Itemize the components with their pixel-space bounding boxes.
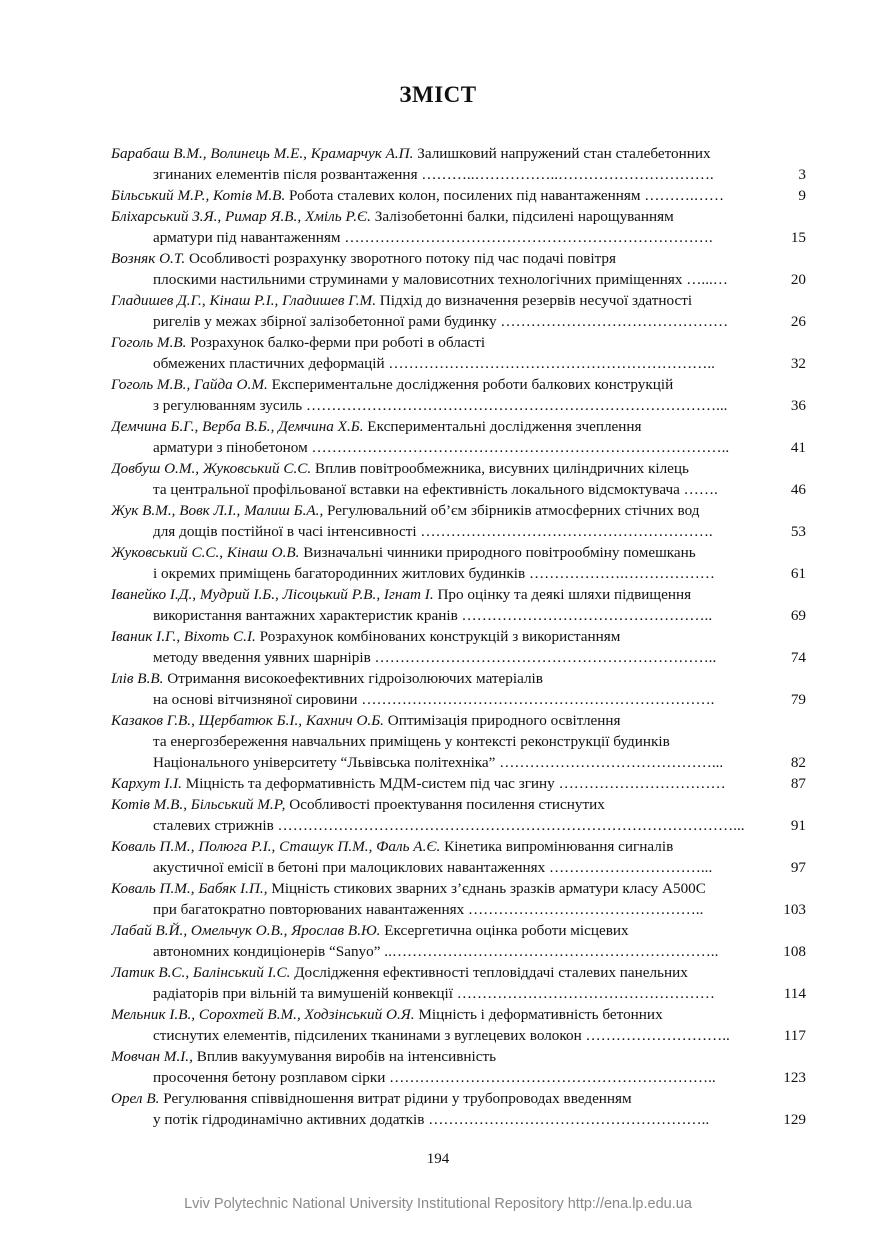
toc-entry [111,626,806,668]
toc-entry-title: та енергозбереження навчальних приміщень у контексті реконструкції будинків [153,733,670,750]
toc-entry [111,332,806,374]
toc-entry [111,248,806,290]
toc-entry-line [111,311,806,332]
toc-entry [111,185,806,206]
toc-entry-line [111,836,806,857]
toc-entry-line [111,584,806,605]
toc-entry-title: Про оцінку та деякі шляхи підвищення [437,586,692,603]
toc-entry-authors: Більський М.Р., Котів М.В. [111,187,286,204]
toc-entry-title: Експериментальне дослідження роботи балкових конструкцій [271,376,674,393]
toc-entry-title: методу введення уявних шарнірів ………………………………………………………….. [153,649,717,666]
toc-entry-title: Залізобетонні балки, підсилені нарощуванням [374,208,674,225]
toc-entry-line [111,479,806,500]
toc-entry-authors: Коваль П.М., Бабяк І.П., [111,880,268,897]
toc-entry-authors: Барабаш В.М., Волинець М.Е., Крамарчук А.П. [111,145,414,162]
toc-entry [111,500,806,542]
toc-entry [111,878,806,920]
toc-entry-authors: Мовчан М.І., [111,1048,193,1065]
toc-entry-line [111,227,806,248]
toc-entry [111,668,806,710]
toc-entry-line [111,1109,806,1130]
toc-entry-line [111,353,806,374]
toc-entry [111,1088,806,1130]
toc-entry-title: акустичної емісії в бетоні при малоциклових навантаженнях …………………………... [153,859,713,876]
toc-entry-line [111,269,806,290]
toc-entry [111,794,806,836]
toc-entry-title: стиснутих елементів, підсилених тканинами з вуглецевих волокон ……………………….. [153,1027,730,1044]
toc-entry-title: сталевих стрижнів ………………………………………………………………………………... [153,817,745,834]
toc-entry [111,143,806,185]
toc-entry-authors: Мельник І.В., Сорохтей В.М., Ходзінський О.Я. [111,1006,415,1023]
toc-entry-page: 87 [790,775,806,792]
toc-entry-title: Визначальні чинники природного повітрообміну помешкань [303,544,696,561]
toc-entry-line [111,1046,806,1067]
toc-entry-title: арматури під навантаженням ………………………………………………………………. [153,229,713,246]
toc-entry-line [111,710,806,731]
toc-entry-authors: Котів М.В., Більський М.Р, [111,796,286,813]
toc-entry-title: у потік гідродинамічно активних додатків ……………………………………………….. [153,1111,710,1128]
page-title: ЗМІСТ [399,82,477,107]
toc-entry-title: Регулювання співвідношення витрат рідини у трубопроводах введенням [163,1090,632,1107]
toc-entry-page: 61 [790,565,806,582]
toc-entry-authors: Гоголь М.В., Гайда О.М. [111,376,268,393]
toc-entry-title: для дощів постійної в часі інтенсивності …………………………………………………. [153,523,713,540]
toc-entry-line [111,899,806,920]
toc-entry-line [111,500,806,521]
toc-entry-page: 15 [790,229,806,246]
toc-entry-line [111,437,806,458]
toc-entry-authors: Гоголь М.В. [111,334,187,351]
toc-entry-line [111,416,806,437]
toc-entry-authors: Лабай В.Й., Омельчук О.В., Ярослав В.Ю. [111,922,381,939]
toc-entry-page: 123 [783,1069,806,1086]
toc-entry [111,416,806,458]
toc-entry-line [111,647,806,668]
toc-entry-authors: Демчина Б.Г., Верба В.Б., Демчина Х.Б. [111,418,364,435]
toc-entry-line [111,521,806,542]
toc-entry-page: 46 [790,481,806,498]
toc-entry-line [111,1067,806,1088]
toc-entry-title: Робота сталевих колон, посилених під навантаженням ……….…… [289,187,725,204]
toc-entry-authors: Іваник І.Г., Віхоть С.І. [111,628,256,645]
toc-entry-page: 32 [790,355,806,372]
toc-entry-title: Оптимізація природного освітлення [387,712,621,729]
toc-entry-title: Регулювальний об’єм збірників атмосферних стічних вод [327,502,700,519]
toc-entry-authors: Гладишев Д.Г., Кінаш Р.І., Гладишев Г.М. [111,292,376,309]
toc-entry-page: 117 [783,1027,806,1044]
toc-entry-line [111,983,806,1004]
toc-entry [111,836,806,878]
toc-entry-title: Особливості розрахунку зворотного потоку під час подачі повітря [188,250,617,267]
toc-entry-line [111,542,806,563]
toc-entry [111,206,806,248]
toc-entry-title: просочення бетону розплавом сірки ……………………………………………………….. [153,1069,716,1086]
toc-entry-title: при багатократно повторюваних навантаженнях ……………………………………….. [153,901,704,918]
toc-entry-title: Ексергетична оцінка роботи місцевих [384,922,629,939]
toc-entry-title: Міцність стикових зварних з’єднань зразків арматури класу А500С [271,880,706,897]
toc-entry [111,1046,806,1088]
toc-entry-line [111,563,806,584]
toc-entry-line [111,332,806,353]
toc-entry [111,962,806,1004]
toc-entry-title: Міцність і деформативність бетонних [418,1006,663,1023]
toc-entry-page: 74 [790,649,806,666]
toc-entry-title: Міцність та деформативність МДМ-систем під час згину …………………………… [185,775,726,792]
toc-entry [111,1004,806,1046]
toc-entry [111,458,806,500]
toc-entry-line [111,143,806,164]
toc-entry-title: з регулюванням зусиль ………………………………………………………………………... [153,397,728,414]
toc-entry-line [111,731,806,752]
toc-entry-line [111,941,806,962]
toc-entry-authors: Латик В.С., Балінський І.С. [111,964,291,981]
table-of-contents [111,143,806,1130]
repository-footer: Lviv Polytechnic National University Institutional Repository http://ena.lp.edu.ua [184,1196,692,1212]
toc-entry-title: Експериментальні дослідження зчеплення [367,418,642,435]
toc-entry-title: Підхід до визначення резервів несучої здатності [379,292,693,309]
toc-entry-title: арматури з пінобетоном ……………………………………………………………………….. [153,439,730,456]
toc-entry [111,584,806,626]
toc-entry-authors: Казаков Г.В., Щербатюк Б.І., Кахнич О.Б. [111,712,384,729]
toc-entry-line [111,164,806,185]
toc-entry-line [111,206,806,227]
toc-entry-line [111,374,806,395]
toc-entry-title: Національного університету “Львівська політехніка” ……………………………………... [153,754,724,771]
toc-entry [111,542,806,584]
toc-entry-authors: Возняк О.Т. [111,250,186,267]
toc-entry [111,920,806,962]
toc-entry-line [111,185,806,206]
toc-entry-page: 41 [790,439,806,456]
toc-entry-page: 26 [790,313,806,330]
toc-entry-page: 3 [798,166,806,183]
toc-entry-authors: Коваль П.М., Полюга Р.І., Сташук П.М., Фаль А.Є. [111,838,441,855]
toc-entry-authors: Бліхарський З.Я., Римар Я.В., Хміль Р.Є. [111,208,371,225]
toc-entry-line [111,290,806,311]
toc-entry-page: 53 [790,523,806,540]
toc-entry-authors: Іванейко І.Д., Мудрий І.Б., Лісоцький Р.В., Ігнат І. [111,586,434,603]
toc-entry-title: ригелів у межах збірної залізобетонної рами будинку ……………………………………… [153,313,729,330]
toc-entry-page: 97 [790,859,806,876]
toc-entry-title: плоскими настильними струминами у маловисотних технологічних приміщеннях …...… [153,271,728,288]
toc-entry-title: обмежених пластичних деформацій ……………………………………………………….. [153,355,715,372]
toc-entry-title: згинаних елементів після розвантаження ………..……………..…………………………. [153,166,714,183]
toc-entry-line [111,689,806,710]
toc-entry-title: Отримання високоефективних гідроізолюючих матеріалів [167,670,543,687]
toc-entry-title: та центральної профільованої вставки на ефективність локального відсмоктувача ……. [153,481,718,498]
toc-entry-title: на основі вітчизняної сировини ……………………………………………………………. [153,691,715,708]
toc-entry-title: Особливості проектування посилення стиснутих [289,796,605,813]
toc-entry-line [111,626,806,647]
toc-entry-authors: Довбуш О.М., Жуковський С.С. [111,460,312,477]
toc-entry-authors: Кархут І.І. [111,775,182,792]
toc-entry-line [111,857,806,878]
toc-entry-title: радіаторів при вільній та вимушеній конвекції …………………………………………… [153,985,715,1002]
toc-entry-page: 91 [790,817,806,834]
toc-entry-line [111,1088,806,1109]
toc-entry-line [111,605,806,626]
toc-entry-title: автономних кондиціонерів “Sanyo” ..……………………………………………………….. [153,943,719,960]
toc-entry-line [111,773,806,794]
toc-entry-page: 20 [790,271,806,288]
toc-entry-page: 129 [783,1111,806,1128]
toc-entry-page: 82 [790,754,806,771]
toc-entry-line [111,1025,806,1046]
toc-entry-page: 36 [790,397,806,414]
toc-entry-title: Розрахунок комбінованих конструкцій з використанням [259,628,621,645]
toc-entry-page: 9 [798,187,806,204]
toc-entry-title: використання вантажних характеристик кранів ………………………………………….. [153,607,713,624]
toc-entry-title: Вплив вакуумування виробів на інтенсивність [196,1048,497,1065]
toc-entry-title: Кінетика випромінювання сигналів [444,838,674,855]
toc-entry [111,290,806,332]
toc-entry-line [111,395,806,416]
toc-entry [111,374,806,416]
toc-entry-title: Вплив повітрообмежника, висувних циліндричних кілець [315,460,689,477]
toc-entry-line [111,458,806,479]
toc-entry [111,773,806,794]
toc-entry-line [111,815,806,836]
toc-entry-title: і окремих приміщень багатородинних житлових будинків ……………….……………… [153,565,715,582]
toc-entry-page: 103 [783,901,806,918]
toc-entry-title: Залишковий напружений стан сталебетонних [417,145,711,162]
toc-entry-line [111,878,806,899]
toc-entry-page: 79 [790,691,806,708]
toc-entry-page: 114 [783,985,806,1002]
toc-entry-authors: Жуковський С.С., Кінаш О.В. [111,544,300,561]
toc-entry-line [111,794,806,815]
toc-entry [111,710,806,773]
toc-entry-page: 69 [790,607,806,624]
toc-entry-line [111,752,806,773]
toc-entry-line [111,962,806,983]
toc-entry-title: Розрахунок балко-ферми при роботі в області [190,334,486,351]
toc-entry-authors: Ілів В.В. [111,670,164,687]
toc-entry-line [111,920,806,941]
toc-entry-authors: Орел В. [111,1090,160,1107]
toc-entry-line [111,668,806,689]
toc-entry-page: 108 [783,943,806,960]
toc-entry-line [111,248,806,269]
toc-entry-title: Дослідження ефективності тепловіддачі сталевих панельних [294,964,688,981]
page-number: 194 [426,1151,450,1167]
toc-entry-authors: Жук В.М., Вовк Л.І., Малиш Б.А., [111,502,324,519]
toc-entry-line [111,1004,806,1025]
